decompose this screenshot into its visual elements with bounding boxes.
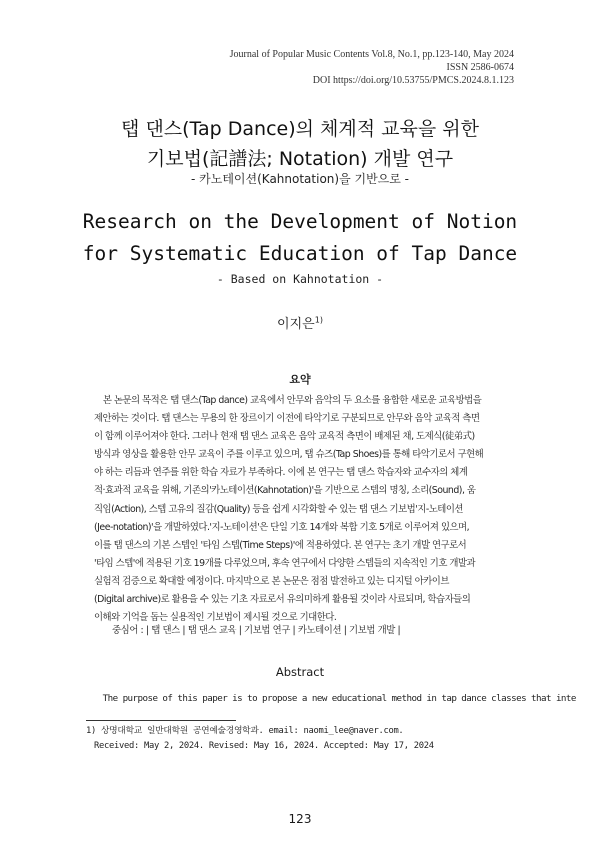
author-name: 이지은 <box>277 317 315 332</box>
english-title-line-2: for Systematic Education of Tap Dance <box>82 242 518 265</box>
abstract-line: 방식과 영상을 활용한 안무 교육이 주를 이루고 있으며, 탭 슈즈(Tap Shoes)를 통해 타악기로서 구현해 <box>94 449 484 461</box>
journal-issn: ISSN 2586-0674 <box>446 62 514 73</box>
english-title-line-1: Research on the Development of Notion <box>82 210 518 233</box>
footnote-dates: Received: May 2, 2024. Revised: May 16, 2024. Accepted: May 17, 2024 <box>94 741 434 751</box>
footnote-divider <box>86 720 236 721</box>
journal-header <box>230 48 514 87</box>
page-number: 123 <box>288 812 312 826</box>
korean-abstract-heading: 요약 <box>289 373 311 386</box>
journal-doi: DOI https://doi.org/10.53755/PMCS.2024.8.1.123 <box>312 75 514 86</box>
abstract-line: (Jee-notation)'을 개발하였다.'지-노테이션'은 단일 기호 14개와 복합 기호 5개로 이루어져 있으며, <box>94 521 470 533</box>
korean-title-line-2: 기보법(記譜法; Notation) 개발 연구 <box>146 148 454 170</box>
journal-citation: Journal of Popular Music Contents Vol.8, No.1, pp.123-140, May 2024 <box>229 49 514 60</box>
abstract-line: (Digital archive)로 활용을 수 있는 기초 자료로서 유의미하게 활용될 것이라 사료되며, 학습자들의 <box>94 594 471 606</box>
footnote <box>86 724 434 754</box>
abstract-line: 야 하는 리듬과 연주를 위한 학습 자료가 부족하다. 이에 본 연구는 탭 댄스 학습자와 교수자의 체계 <box>94 467 468 479</box>
abstract-line: 이를 탭 댄스의 기본 스텝인 '타임 스텝(Time Steps)'에 적용하였다. 본 연구는 초기 개발 연구로서 <box>94 539 467 551</box>
korean-abstract-body <box>94 392 506 627</box>
english-subtitle: - Based on Kahnotation - <box>216 272 384 286</box>
abstract-line: '타임 스텝'에 적용된 기호 19개를 다루었으며, 후속 연구에서 다양한 스텝들의 지속적인 기호 개발과 <box>94 557 476 569</box>
author-footnote-mark: 1) <box>314 315 323 325</box>
korean-subtitle: - 카노테이션(Kahnotation)을 기반으로 - <box>191 172 409 186</box>
abstract-line: 본 논문의 목적은 탭 댄스(Tap dance) 교육에서 안무와 음악의 두 요소를 융합한 새로운 교육방법을 <box>94 395 482 406</box>
author <box>0 313 600 332</box>
english-abstract-heading: Abstract <box>275 665 325 679</box>
abstract-line: 이해와 기억을 돕는 실용적인 기보법이 제시될 것으로 기대한다. <box>94 612 337 624</box>
abstract-line: 실험적 검증으로 확대할 예정이다. 마지막으로 본 논문은 점점 발전하고 있는 디지털 아카이브 <box>94 575 449 587</box>
korean-keywords: 중심어 : | 탭 댄스 | 탭 댄스 교육 | 기보법 연구 | 카노테이션 | 기보법 개발 | <box>112 625 401 636</box>
abstract-line: 이 함께 이루어져야 한다. 그러나 현재 탭 댄스 교육은 음악 교육적 측면이 배제된 채, 도제식(徒弟式) <box>94 431 475 443</box>
abstract-line: 적·효과적 교육을 위해, 기존의'카노테이션(Kahnotation)'을 기반으로 스텝의 명칭, 소리(Sound), 움 <box>94 485 476 497</box>
korean-title-line-1: 탭 댄스(Tap Dance)의 체계적 교육을 위한 <box>121 118 479 140</box>
footnote-affiliation: 1) 상명대학교 일반대학원 공연예술경영학과. email: naomi_lee@naver.com. <box>86 726 404 736</box>
abstract-line: 직임(Action), 스텝 고유의 질감(Quality) 등을 쉽게 시각화할 수 있는 탭 댄스 기보법'지-노테이션 <box>94 503 463 515</box>
english-abstract-first-line: The purpose of this paper is to propose a new educational method in tap dance classes that inte <box>94 693 576 704</box>
abstract-line: 제안하는 것이다. 탭 댄스는 무용의 한 장르이기 이전에 타악기로 구분되므로 안무와 음악 교육적 측면 <box>94 413 480 425</box>
